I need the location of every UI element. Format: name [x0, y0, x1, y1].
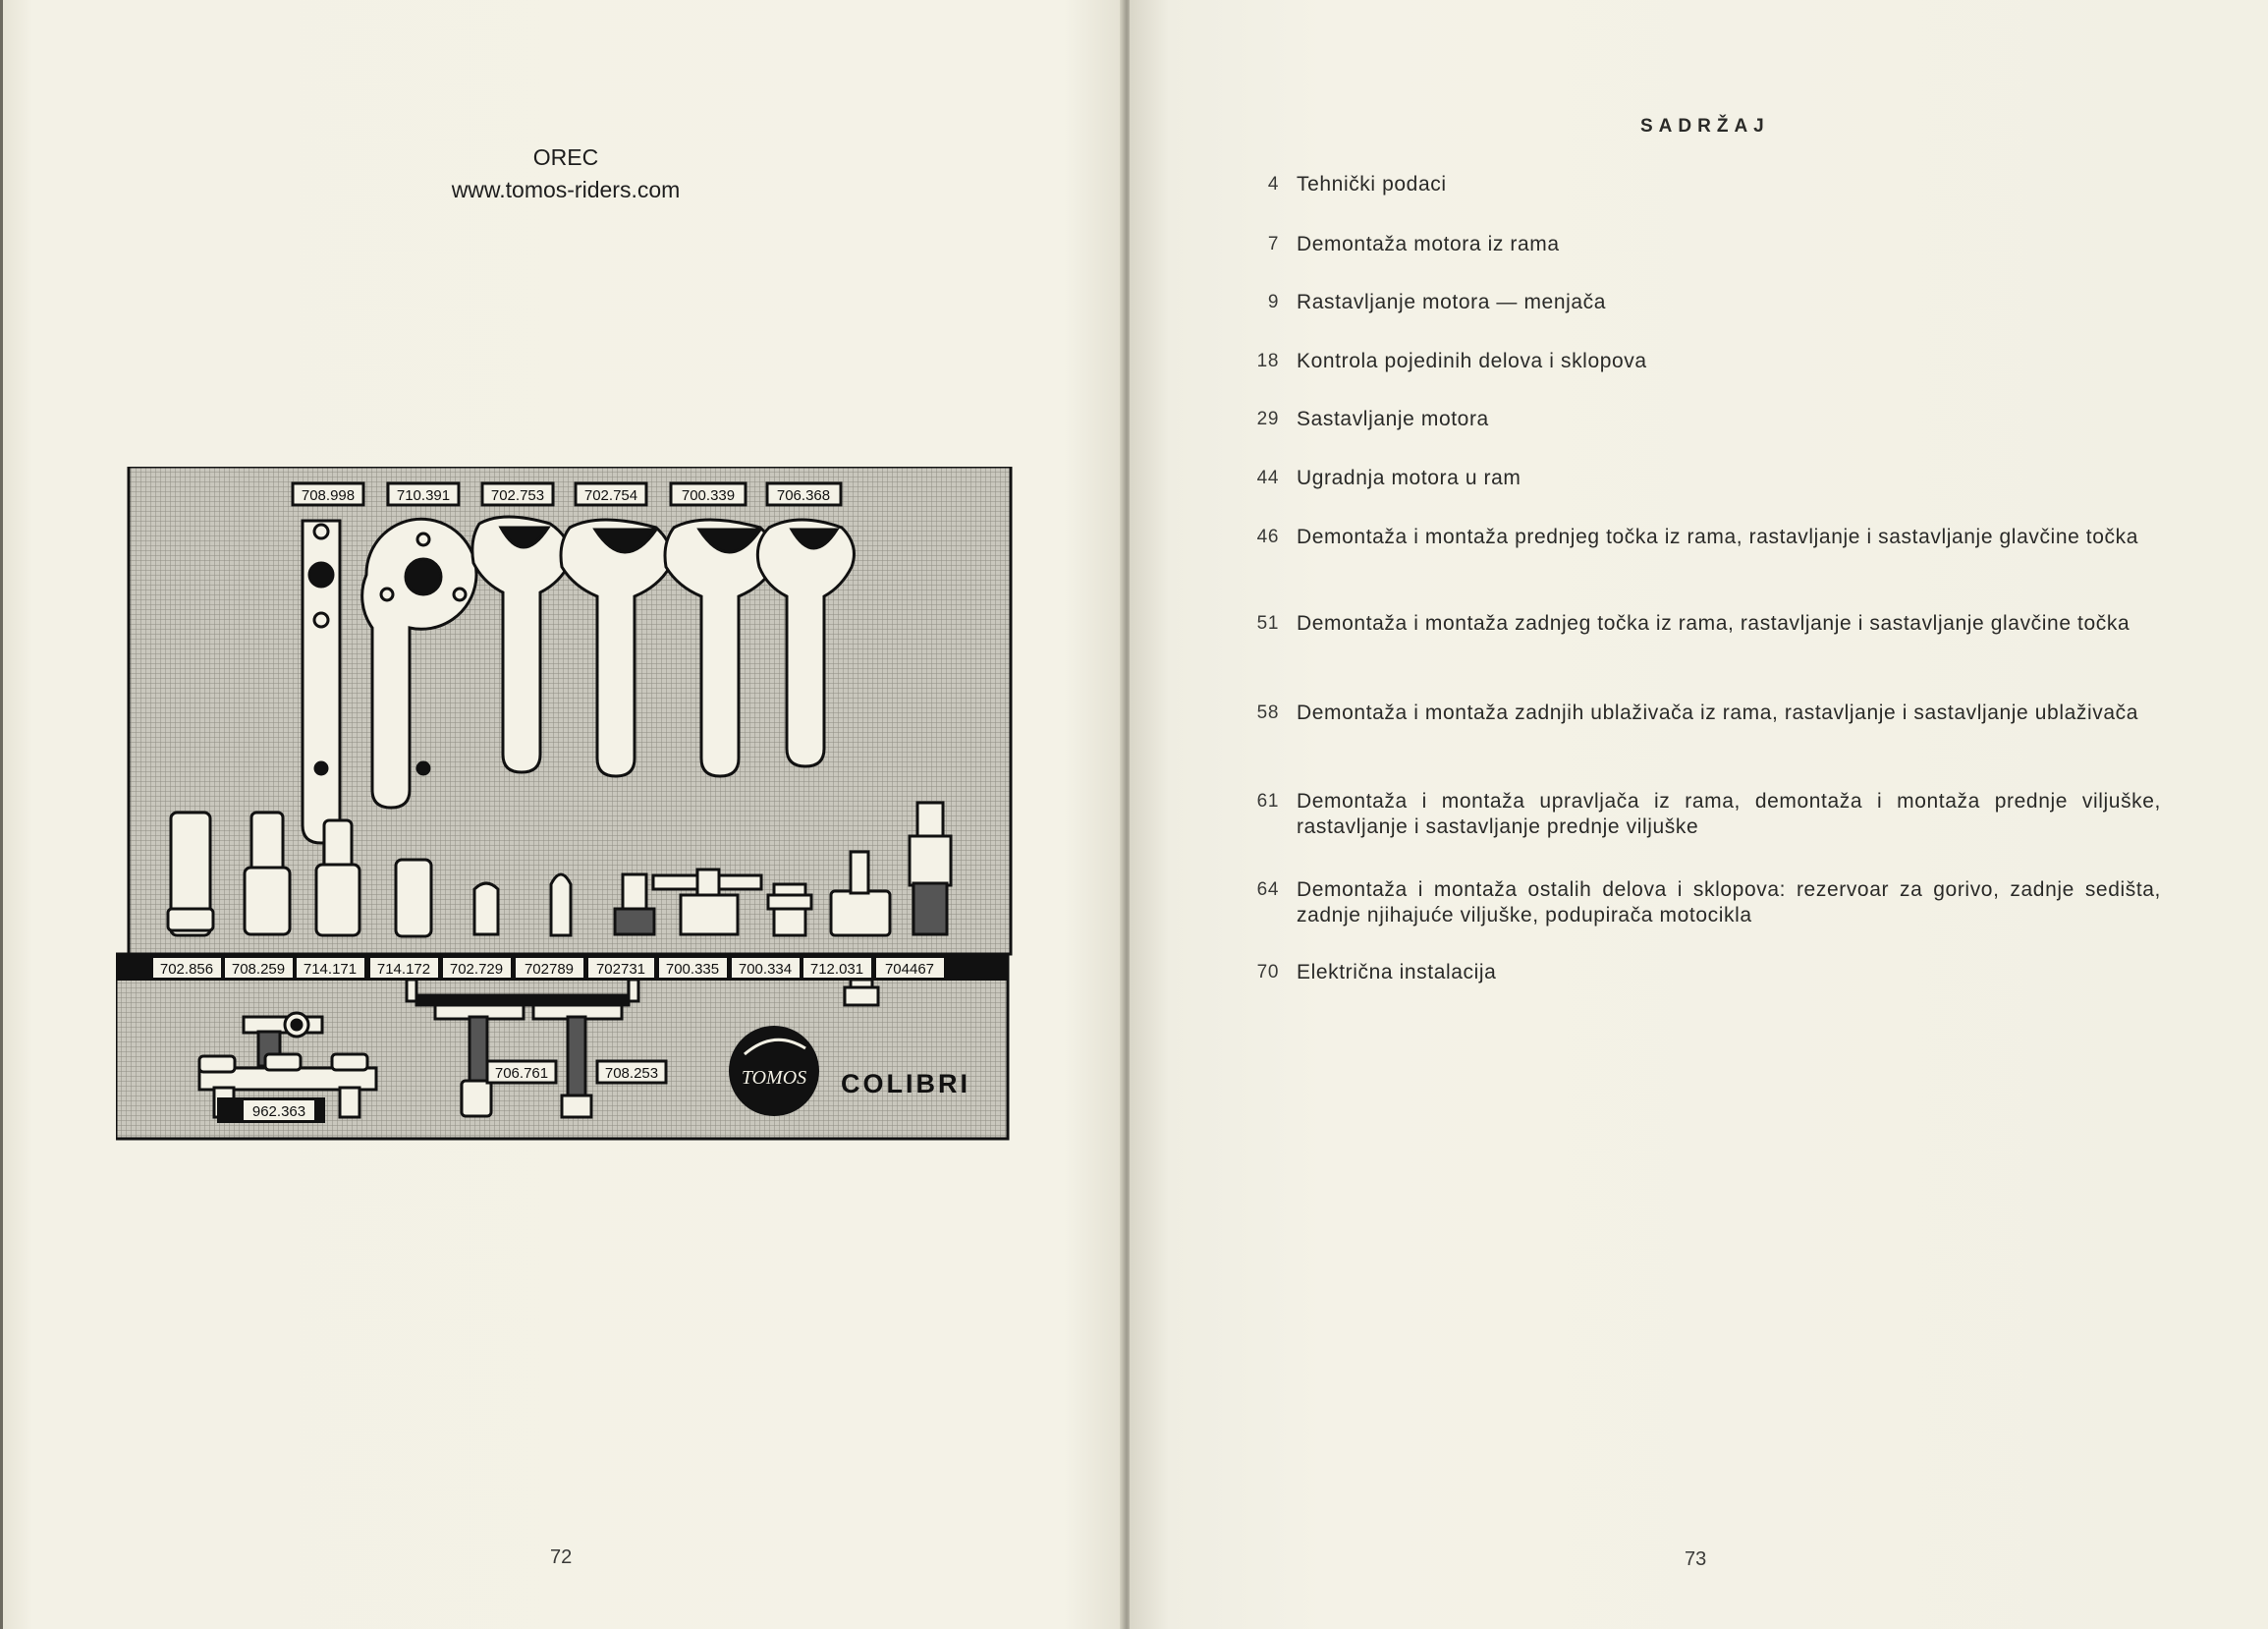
bottom-tag-2: 706.761: [494, 1065, 549, 1082]
tomos-logo: [729, 1026, 819, 1116]
page-number-right: 73: [1685, 1548, 1707, 1570]
toc-entry-text: Demontaža i montaža ostalih delova i sklopova: rezervoar za gorivo, zadnje sedišta, zadnje njihajuće viljuške, podupirača motocikla: [1297, 878, 2161, 927]
rack-tag-8: 700.335: [665, 961, 720, 978]
rack-tag-1: 702.856: [159, 961, 214, 978]
toc-page-number: 58: [1256, 702, 1279, 723]
toc-title: SADRŽAJ: [1640, 116, 1770, 137]
toc-entry-text: Demontaža i montaža zadnjeg točka iz rama, rastavljanje i sastavljanje glavčine točka: [1297, 612, 2130, 635]
top-tag-4: 702.754: [583, 487, 638, 504]
left-page: [0, 0, 1126, 1629]
toc-entry-text: Demontaža i montaža zadnjih ublaživača iz rama, rastavljanje i sastavljanje ublaživača: [1297, 702, 2139, 724]
rack-tag-9: 700.334: [738, 961, 793, 978]
rack-tag-5: 702.729: [449, 961, 504, 978]
toc-page-number: 18: [1256, 351, 1279, 371]
toc-entry-text: Sastavljanje motora: [1297, 408, 1489, 430]
rack-tag-2: 708.259: [231, 961, 286, 978]
top-tag-3: 702.753: [490, 487, 545, 504]
rack-tag-row: [153, 958, 944, 978]
toc-page-number: 29: [1256, 409, 1279, 429]
credit-line-1: OREC: [532, 144, 599, 170]
toc-entry-text: Kontrola pojedinih delova i sklopova: [1297, 350, 1647, 372]
toc-page-number: 51: [1256, 613, 1279, 634]
bottom-tag-3: 708.253: [604, 1065, 659, 1082]
rack-tag-11: 704467: [884, 961, 935, 978]
page-number-left: 72: [550, 1546, 573, 1568]
toc-page-number: 64: [1256, 879, 1279, 900]
toc-entry-text: Električna instalacija: [1297, 961, 1497, 983]
toc-entry-text: Ugradnja motora u ram: [1297, 467, 1521, 489]
brand-colibri: COLIBRI: [841, 1069, 970, 1098]
top-tag-2: 710.391: [396, 487, 451, 504]
toc-page-number: 61: [1256, 791, 1279, 812]
bottom-tag-1: 962.363: [251, 1103, 306, 1120]
toc-entry-text: Demontaža i montaža upravljača iz rama, demontaža i montaža prednje viljuške, rastavljanje i sastavljanje prednje viljuške: [1297, 790, 2161, 838]
toc-entry-text: Tehnički podaci: [1297, 173, 1447, 196]
toc-entry-text: Rastavljanje motora — menjača: [1297, 291, 1607, 313]
credit-line-2: www.tomos-riders.com: [451, 177, 681, 202]
toc-entry-text: Demontaža i montaža prednjeg točka iz rama, rastavljanje i sastavljanje glavčine točka: [1297, 526, 2139, 548]
toc-page-number: 7: [1267, 234, 1279, 254]
rack-tag-3: 714.171: [303, 961, 358, 978]
rack-tag-4: 714.172: [376, 961, 431, 978]
top-tag-1: 708.998: [301, 487, 356, 504]
toc-page-number: 44: [1256, 468, 1279, 488]
toc-page-number: 4: [1267, 174, 1279, 195]
rack-tag-6: 702789: [524, 961, 575, 978]
rack-tag-10: 712.031: [809, 961, 864, 978]
toc-page-number: 70: [1256, 962, 1279, 983]
logo-text: TOMOS: [741, 1067, 807, 1089]
tool-board-illustration: [116, 467, 1013, 1141]
top-tag-6: 706.368: [776, 487, 831, 504]
top-tag-5: 700.339: [681, 487, 736, 504]
toc-page-number: 9: [1267, 292, 1279, 312]
rack-tag-7: 702731: [595, 961, 646, 978]
toc-page-number: 46: [1256, 527, 1279, 547]
toc-entry-text: Demontaža motora iz rama: [1297, 233, 1560, 255]
